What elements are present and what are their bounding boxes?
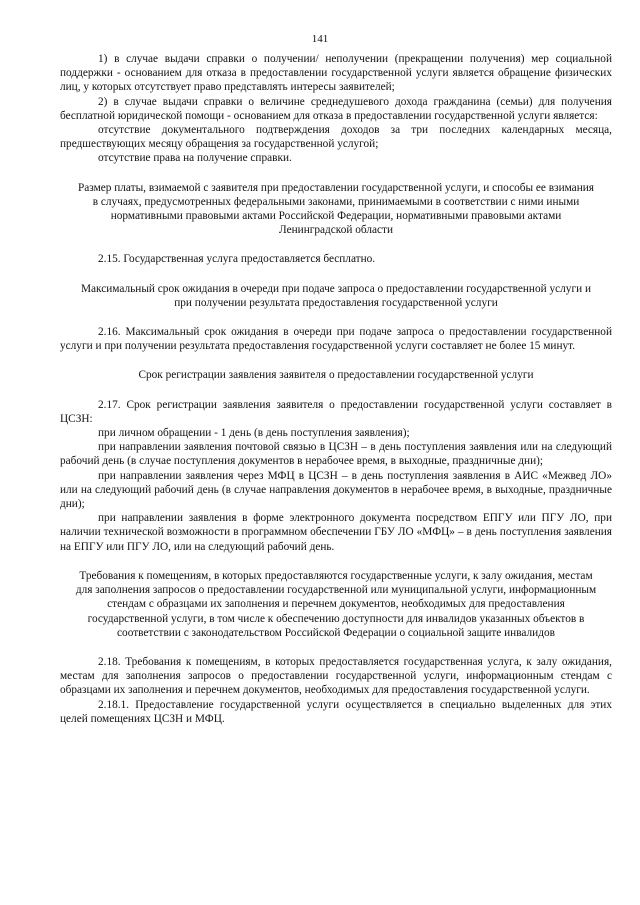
page-content — [60, 52, 612, 726]
heading-registration: Срок регистрации заявления заявителя о предоставлении государственной услуги — [138, 369, 534, 382]
registration-mfc: при направлении заявления через МФЦ в ЦСЗН – в день поступления заявления в АИС «Межвед ЛО» или на следующий рабочий день (в случае направления документов в нерабочее время, в выходные, праздничные дни); — [60, 469, 612, 511]
paragraph-2-17: 2.17. Срок регистрации заявления заявителя о предоставлении государственной услуги составляет в ЦСЗН: — [60, 398, 612, 425]
paragraph-item-1: 1) в случае выдачи справки о получении/ неполучении (прекращении получения) мер социальной поддержки - основанием для отказа в предоставлении государственной услуги является обращение физических лиц, у которых отсутствует право представлять интересы заявителей; — [60, 53, 612, 94]
paragraph-insufficient-income-proof: отсутствие документального подтверждения доходов за три последних календарных месяца, предшествующих месяцу обращения за государственной услугой; — [60, 124, 612, 151]
heading-wait-time: Максимальный срок ожидания в очереди при подаче запроса о предоставлении государственной услуги и при получении результата предоставления государственной услуги — [80, 282, 591, 309]
page-number: 141 — [311, 33, 329, 45]
registration-electronic: при направлении заявления в форме электронного документа посредством ЕПГУ или ПГУ ЛО, при наличии технической возможности в программном обеспечении ГБУ ЛО «МФЦ» – в день поступления заявления на ЕПГУ или ПГУ ЛО, или на следующий рабочий день. — [60, 512, 612, 553]
paragraph-no-right: отсутствие права на получение справки. — [98, 152, 292, 165]
registration-personal: при личном обращении - 1 день (в день поступления заявления); — [98, 427, 410, 440]
paragraph-2-16: 2.16. Максимальный срок ожидания в очереди при подаче запроса о предоставлении государственной услуги и при получении результата предоставления государственной услуги составляет не более 15 минут. — [60, 326, 612, 353]
heading-fee: Размер платы, взимаемой с заявителя при предоставлении государственной услуги, и способы ее взимания в случаях, предусмотренных федеральными законами, принимаемыми в соответствии с ними иными нормативными правовыми актами Российской Федерации, нормативными правовыми актами Ленинградской области — [78, 181, 594, 237]
paragraph-item-2: 2) в случае выдачи справки о величине среднедушевого дохода гражданина (семьи) для получения бесплатной юридической помощи - основанием для отказа в предоставлении государственной услуги является: — [60, 95, 612, 122]
registration-post: при направлении заявления почтовой связью в ЦСЗН – в день поступления заявления или на следующий рабочий день (в случае поступления документов в нерабочее время, в выходные, праздничные дни); — [60, 441, 612, 468]
heading-premises: Требования к помещениям, в которых предоставляются государственные услуги, к залу ожидания, местам для заполнения запросов о предоставлении государственной или муниципальной услуги, информационным стендам с образцами их заполнения и перечнем документов, необходимых для предоставления государственной услуги, в том числе к обеспечению доступности для инвалидов указанных объектов в соответствии с законодательством Российской Федерации о социальной защите инвалидов — [75, 569, 597, 639]
paragraph-2-15: 2.15. Государственная услуга предоставляется бесплатно. — [98, 253, 376, 266]
paragraph-2-18-1: 2.18.1. Предоставление государственной услуги осуществляется в специально выделенных для этих целей помещениях ЦСЗН и МФЦ. — [60, 698, 612, 725]
paragraph-2-18: 2.18. Требования к помещениям, в которых предоставляется государственная услуга, к залу ожидания, местам для заполнения запросов о предоставлении государственной услуги, информационным стендам с образцами их заполнения и перечнем документов, необходимых для предоставления государственной услуги. — [60, 655, 612, 697]
